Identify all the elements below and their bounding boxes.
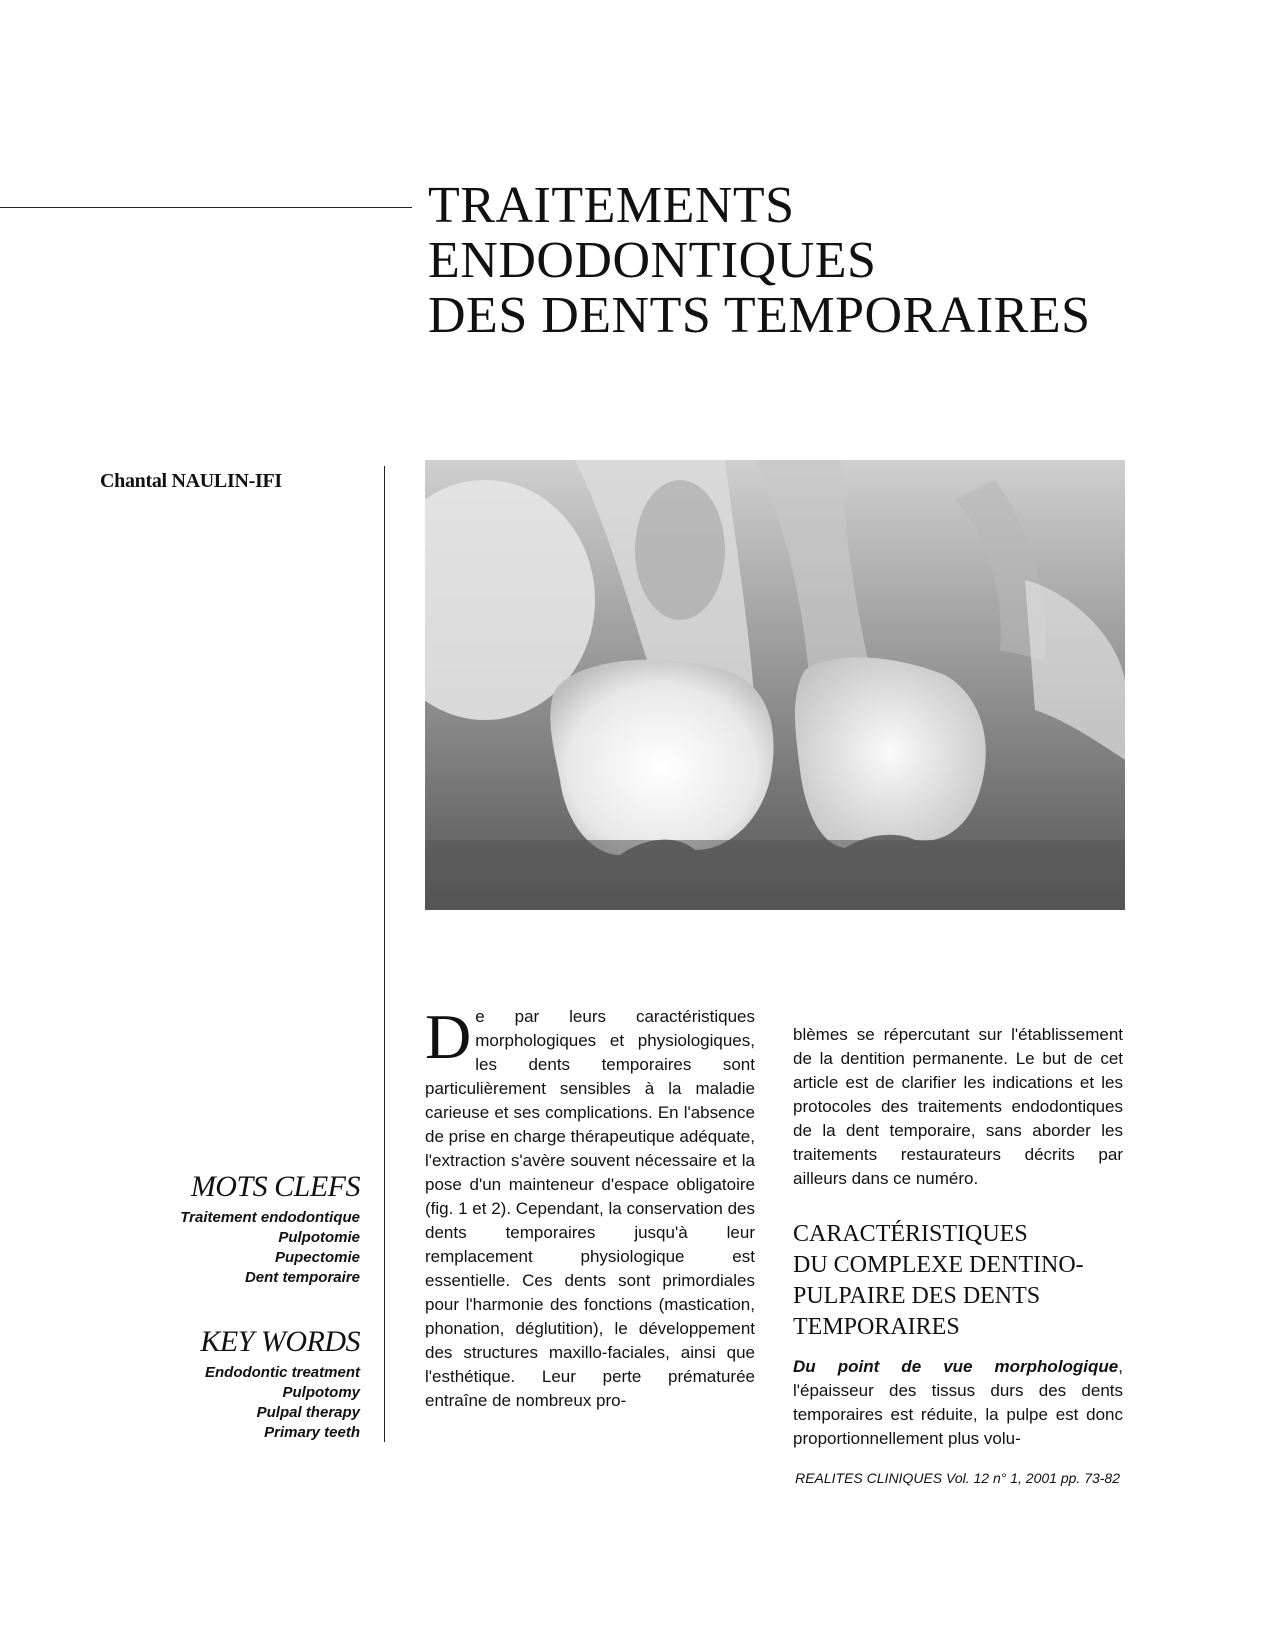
section-heading	[793, 1219, 1123, 1343]
section-text: , l'épaisseur des tissus durs des dents temporaires est réduite, la pulpe est donc proportionnellement plus volu-	[793, 1357, 1123, 1448]
section-lead: Du point de vue morphologique	[793, 1357, 1119, 1376]
section-heading-line: PULPAIRE DES DENTS	[793, 1283, 1041, 1309]
body-column-1	[425, 1001, 755, 1413]
section-heading-line: CARACTÉRISTIQUES	[793, 1221, 1028, 1247]
keyword-item: Primary teeth	[264, 1424, 360, 1441]
keyword-item: Pupectomie	[274, 1249, 360, 1266]
key-words-block	[100, 1325, 360, 1443]
title-rule	[0, 207, 412, 208]
title-line: ENDODONTIQUES	[428, 232, 877, 289]
body-paragraph: blèmes se répercutant sur l'établissement de la dentition permanente. Le but de cet article est de clarifier les indications et les protocoles des traitements endodontiques de la dent temporaire, sans aborder les traitements restaurateurs décrits par ailleurs dans ce numéro.	[793, 1025, 1123, 1188]
radiograph-drawing	[425, 460, 1125, 910]
article-title	[428, 178, 1228, 343]
author-name: Chantal NAULIN-IFI	[100, 470, 282, 492]
sidebar-rule	[384, 466, 385, 1442]
section-paragraph	[793, 1355, 1123, 1451]
keyword-item: Pulpotomy	[282, 1384, 360, 1401]
journal-citation: REALITES CLINIQUES Vol. 12 n° 1, 2001 pp. 73-82	[795, 1470, 1120, 1486]
keyword-item: Dent temporaire	[244, 1269, 360, 1286]
keyword-item: Endodontic treatment	[204, 1364, 360, 1381]
section-heading-line: TEMPORAIRES	[793, 1314, 960, 1340]
dental-radiograph-image	[425, 460, 1125, 910]
section-heading-line: DU COMPLEXE DENTINO-	[793, 1252, 1084, 1278]
keyword-item: Pulpal therapy	[256, 1404, 360, 1421]
keyword-item: Traitement endodontique	[180, 1209, 360, 1226]
body-column-2	[793, 1023, 1123, 1451]
key-words-heading: KEY WORDS	[200, 1325, 360, 1358]
title-line: DES DENTS TEMPORAIRES	[428, 287, 1091, 344]
mots-clefs-heading: MOTS CLEFS	[190, 1170, 360, 1203]
mots-clefs-block	[100, 1170, 360, 1288]
drop-cap: D	[425, 1001, 472, 1072]
title-line: TRAITEMENTS	[428, 177, 795, 234]
body-paragraph: e par leurs caractéristiques morphologiques et physiologiques, les dents temporaires sont particulièrement sensibles à la maladie carieuse et ses complications. En l'absence de prise en charge thérapeutique adéquate, l'extraction s'avère souvent nécessaire et la pose d'un mainteneur d'espace obligatoire (fig. 1 et 2). Cependant, la conservation des dents temporaires jusqu'à leur remplacement physiologique est essentielle. Ces dents sont primordiales pour l'harmonie des fonctions (mastication, phonation, déglutition), le développement des structures maxillo-faciales, ainsi que l'esthétique. Leur perte prématurée entraîne de nombreux pro-	[425, 1007, 755, 1410]
keyword-item: Pulpotomie	[278, 1229, 360, 1246]
